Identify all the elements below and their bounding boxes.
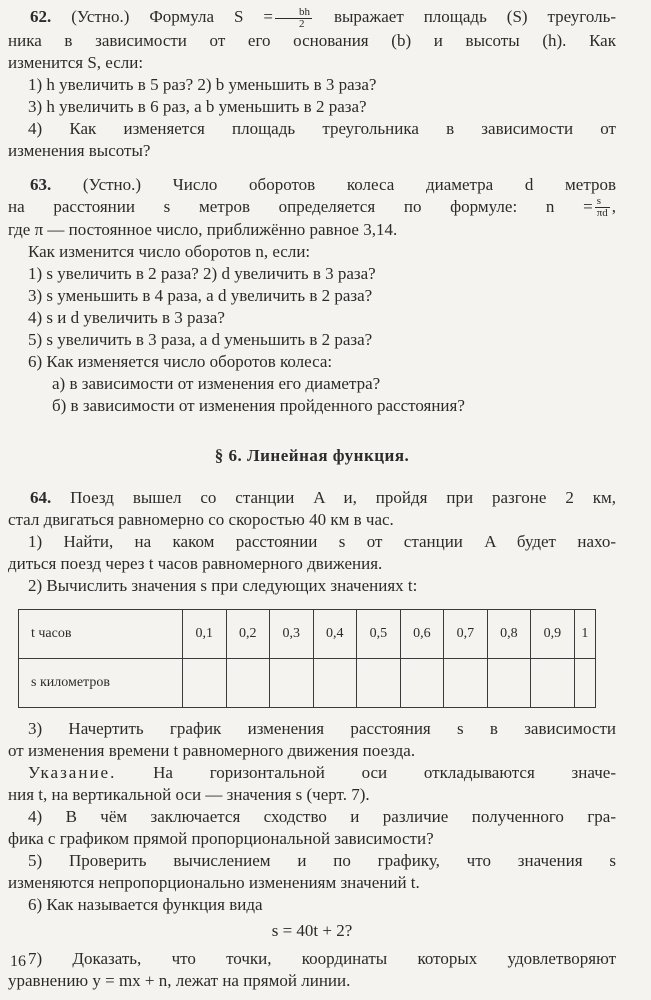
problem-62-line-1	[8, 6, 616, 30]
s-cell	[531, 659, 575, 708]
s-cell	[313, 659, 357, 708]
s-cell	[183, 659, 227, 708]
text: выражает площадь (S) треуголь-	[333, 7, 617, 26]
problem-62-line-3: изменится S, если:	[8, 52, 144, 72]
formula: s = 40t + 2?	[271, 921, 353, 941]
table-row-t	[19, 610, 596, 659]
text: (Устно.) Формула S =	[71, 7, 274, 26]
problem-64	[8, 487, 616, 992]
problem-62-line-2: ника в зависимости от его основания (b) и высоты (h). Как	[8, 30, 616, 50]
s-cell	[444, 659, 488, 708]
problem-63-qa: а) в зависимости от изменения его диаметра?	[52, 374, 381, 394]
problem-64-q7-cont: уравнению y = mx + n, лежат на прямой линии.	[8, 971, 351, 991]
problem-64-q3: 3) Начертить график изменения расстояния s в зависимости	[28, 719, 616, 739]
problem-63-line-3: где π — постоянное число, приближённо равное 3,14.	[8, 220, 398, 240]
s-cell	[400, 659, 444, 708]
t-cell: 0,9	[531, 610, 575, 659]
t-cell: 0,4	[313, 610, 357, 659]
fraction-numerator: s	[595, 196, 610, 208]
problem-64-q7: 7) Доказать, что точки, координаты которых удовлетворяют	[28, 949, 616, 969]
problem-63-q2: 3) s уменьшить в 4 раза, а d увеличить в 2 раза?	[28, 286, 373, 306]
text: ,	[611, 196, 616, 216]
problem-64-q2: 2) Вычислить значения s при следующих значениях t:	[28, 576, 418, 596]
t-cell: 0,2	[226, 610, 270, 659]
values-table	[18, 609, 596, 708]
t-cell: 0,1	[183, 610, 227, 659]
problem-64-q4-cont: фика с графиком прямой пропорциональной зависимости?	[8, 829, 434, 849]
problem-64-q1: 1) Найти, на каком расстоянии s от станции A будет нахо-	[28, 532, 616, 552]
t-cell: 0,3	[270, 610, 314, 659]
fraction-numerator: bh	[275, 7, 312, 19]
problem-64-q6: 6) Как называется функция вида	[28, 895, 263, 915]
problem-number: 64.	[30, 488, 52, 508]
s-cell	[357, 659, 401, 708]
text: На горизонтальной оси откладываются значе-	[153, 763, 616, 783]
problem-63-line-1	[8, 174, 616, 196]
problem-64-q4: 4) В чём заключается сходство и различие полученного гра-	[28, 807, 616, 827]
problem-62-q2: 3) h увеличить в 6 раз, а b уменьшить в 2 раза?	[28, 96, 367, 116]
problem-64-q1-cont: диться поезд через t часов равномерного движения.	[8, 554, 383, 574]
problem-64-hint-cont: ния t, на вертикальной оси — значения s (черт. 7).	[8, 785, 370, 805]
problem-63	[8, 174, 616, 418]
text: (Устно.) Число оборотов колеса диаметра d метров	[82, 174, 617, 194]
row-label-t: t часов	[19, 610, 183, 659]
problem-number: 62.	[30, 7, 52, 26]
t-cell: 0,5	[357, 610, 401, 659]
problem-63-qb: б) в зависимости от изменения пройденного расстояния?	[52, 396, 465, 416]
problem-64-hint	[8, 762, 616, 784]
problem-64-q5: 5) Проверить вычислением и по графику, что значения s	[28, 851, 616, 871]
problem-63-line-2	[8, 196, 616, 220]
text: на расстоянии s метров определяется по формуле: n =	[8, 196, 593, 216]
s-cell	[226, 659, 270, 708]
s-cell	[487, 659, 531, 708]
problem-63-q3: 4) s и d увеличить в 3 раза?	[28, 308, 225, 328]
problem-63-q1: 1) s увеличить в 2 раза? 2) d увеличить в 3 раза?	[28, 264, 376, 284]
problem-62-q3-cont: изменения высоты?	[8, 140, 151, 160]
problem-64-line-2: стал двигаться равномерно со скоростью 40 км в час.	[8, 510, 394, 530]
problem-number: 63.	[30, 174, 52, 194]
problem-62-q1: 1) h увеличить в 5 раз? 2) b уменьшить в 3 раза?	[28, 74, 377, 94]
t-cell: 0,7	[444, 610, 488, 659]
fraction	[595, 196, 610, 219]
page-number: 16	[10, 953, 26, 970]
problem-62	[8, 6, 616, 162]
t-cell: 1	[574, 610, 595, 659]
hint-label: Указание.	[28, 763, 117, 783]
problem-64-q5-cont: изменяются непропорционально изменениям значений t.	[8, 873, 420, 893]
problem-64-line-1	[8, 487, 616, 509]
s-cell	[574, 659, 595, 708]
problem-63-q5: 6) Как изменяется число оборотов колеса:	[28, 352, 333, 372]
text: Поезд вышел со станции A и, пройдя при разгоне 2 км,	[70, 488, 616, 508]
problem-62-q3: 4) Как изменяется площадь треугольника в зависимости от	[28, 118, 616, 138]
table-row-s	[19, 659, 596, 708]
problem-64-q3-cont: от изменения времени t равномерного движения поезда.	[8, 741, 416, 761]
problem-63-line-4: Как изменится число оборотов n, если:	[28, 242, 311, 262]
fraction-denominator: πd	[596, 207, 608, 220]
section-heading: § 6. Линейная функция.	[214, 446, 410, 466]
s-cell	[270, 659, 314, 708]
fraction-denominator: 2	[299, 17, 305, 30]
row-label-s: s километров	[19, 659, 183, 708]
t-cell: 0,8	[487, 610, 531, 659]
problem-63-q4: 5) s увеличить в 3 раза, а d уменьшить в 2 раза?	[28, 330, 373, 350]
fraction	[275, 7, 312, 30]
page-content	[8, 6, 616, 992]
t-cell: 0,6	[400, 610, 444, 659]
